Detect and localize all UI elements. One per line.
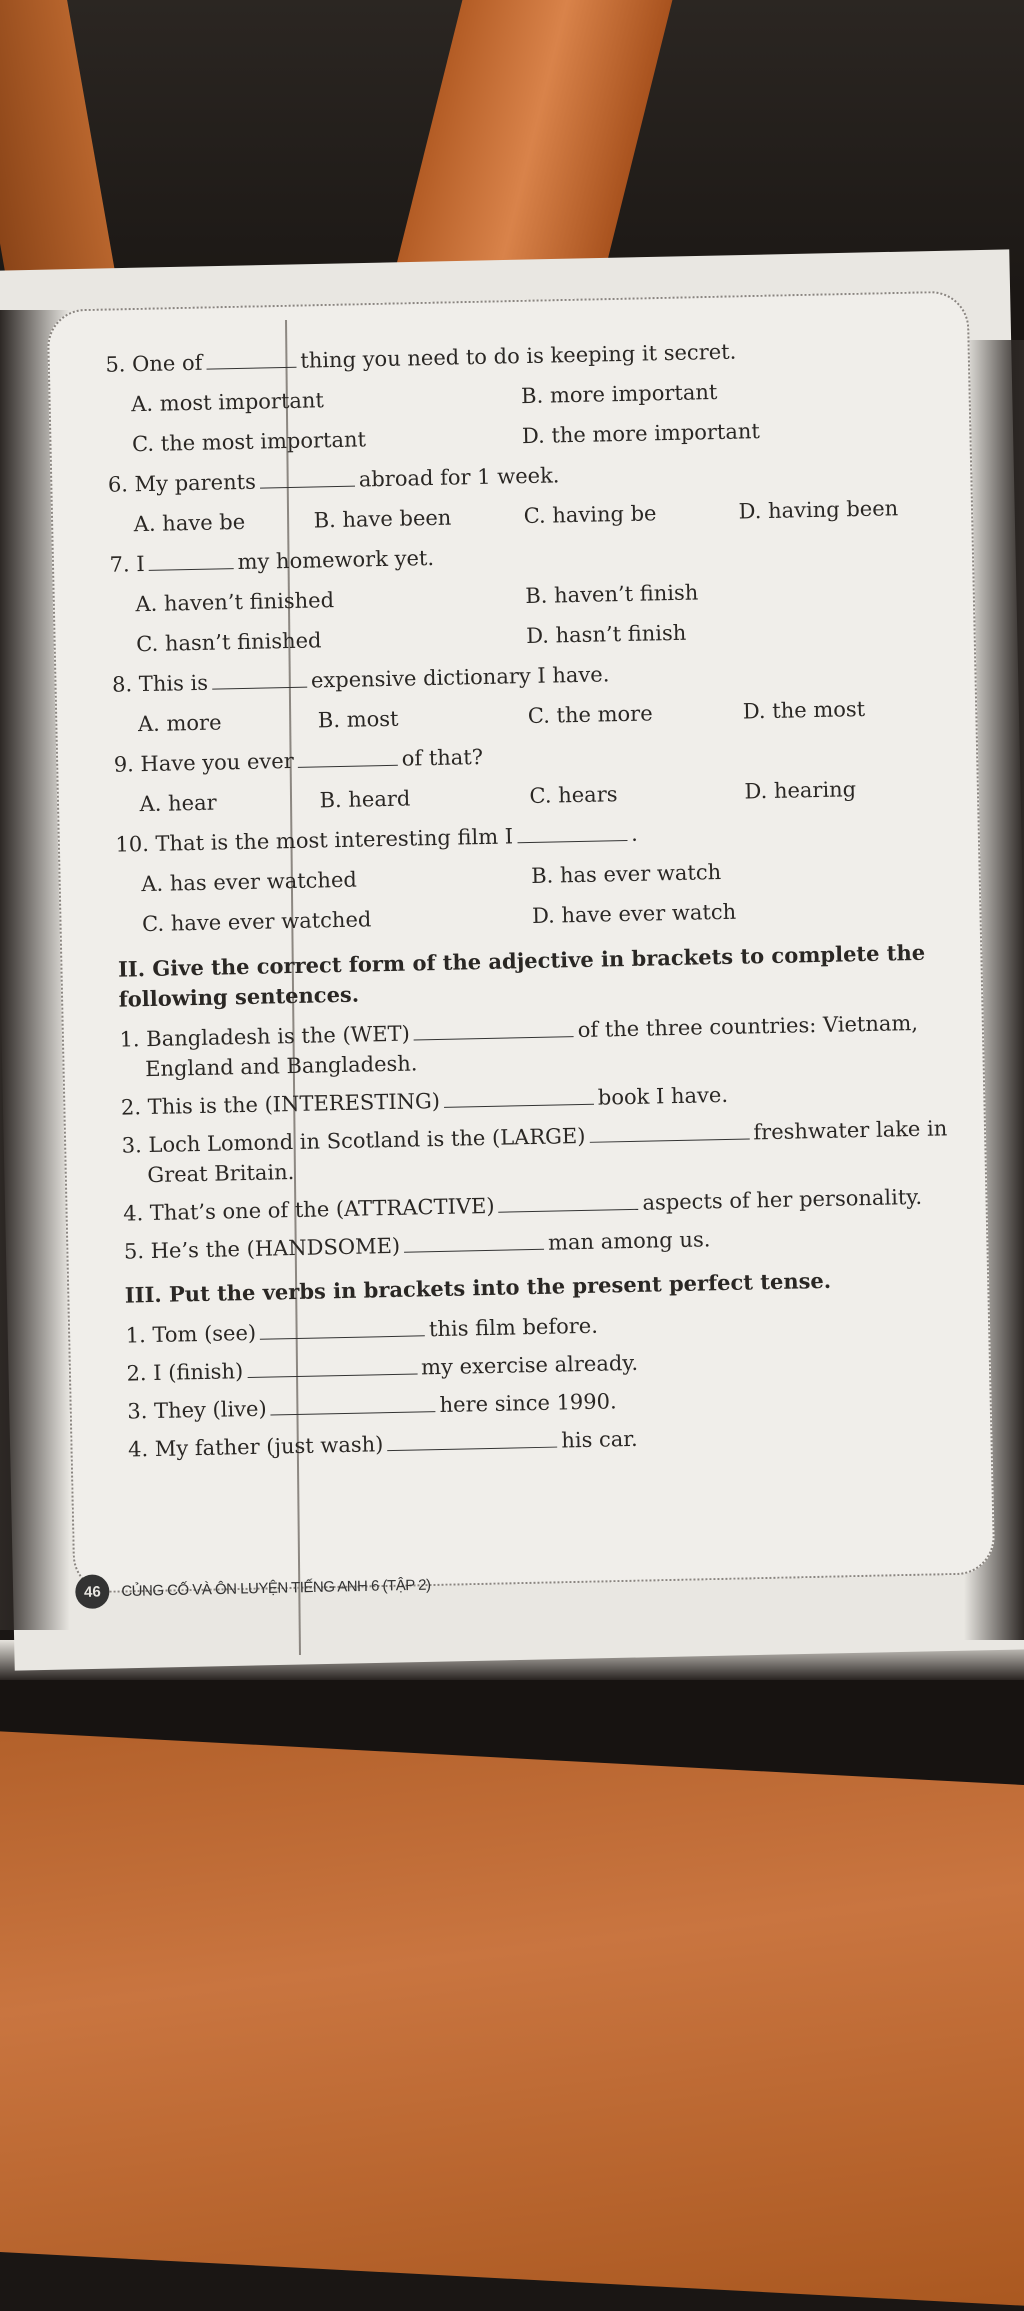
question-stem: 6. My parents [107, 469, 257, 497]
answer-blank [444, 1103, 594, 1108]
option-c: C. the more [527, 701, 653, 729]
item-ending: man among us. [547, 1227, 711, 1255]
answer-blank [590, 1137, 750, 1142]
option-a: A. more [137, 710, 222, 737]
section-3-heading: III. Put the verbs in brackets into the present perfect tense. [124, 1267, 832, 1308]
section-2-heading: II. Give the correct form of the adjective in brackets to complete the following sentences. [117, 939, 926, 1012]
answer-blank [271, 1410, 436, 1415]
option-c: C. the most important [131, 427, 367, 457]
item-prompt: 3. Loch Lomond in Scotland is the (LARGE) [121, 1123, 586, 1158]
item-prompt: 1. Tom (see) [125, 1320, 257, 1348]
item-ending: book I have. [597, 1082, 729, 1110]
option-b: B. heard [319, 786, 411, 813]
option-d: D. having been [738, 496, 899, 524]
item-prompt: 5. He’s the (HANDSOME) [123, 1233, 401, 1264]
option-a: A. have be [133, 509, 246, 537]
question-stem: 7. I [109, 552, 145, 577]
item-prompt: 3. They (live) [127, 1396, 267, 1424]
page-number: 46 [75, 1574, 110, 1609]
item-prompt: 1. Bangladesh is the (WET) [119, 1021, 411, 1052]
question-5 [95, 327, 947, 465]
question-10 [105, 807, 957, 945]
option-d: D. hasn’t finish [525, 620, 687, 649]
item-prompt: 4. That’s one of the (ATTRACTIVE) [122, 1193, 495, 1226]
question-stem: 8. This is [111, 670, 209, 697]
question-7 [99, 527, 951, 665]
answer-blank [260, 1334, 425, 1339]
answer-blank [499, 1208, 639, 1213]
section-3-items [115, 1299, 968, 1469]
section-2-items [109, 1003, 964, 1271]
option-b: B. has ever watch [530, 860, 722, 888]
option-c: C. have ever watched [141, 907, 372, 937]
book-title: CỦNG CỐ VÀ ÔN LUYỆN TIẾNG ANH 6 (TẬP 2) [121, 1576, 431, 1600]
option-c: C. hears [529, 782, 618, 808]
option-b: B. have been [313, 505, 452, 533]
question-stem-end: expensive dictionary I have. [310, 662, 610, 693]
item-prompt: 4. My father (just wash) [127, 1432, 384, 1462]
answer-blank [260, 485, 355, 489]
question-stem-end: my homework yet. [237, 545, 435, 575]
option-a: A. most important [130, 388, 325, 417]
worksheet-content [95, 327, 968, 1469]
answer-blank [517, 839, 627, 843]
question-stem-end: of that? [401, 744, 484, 771]
item-ending: this film before. [428, 1313, 599, 1342]
option-c: C. hasn’t finished [136, 628, 322, 657]
item-ending: my exercise already. [420, 1350, 639, 1380]
item-prompt: 2. This is the (INTERESTING) [120, 1088, 441, 1120]
question-stem-end: . [630, 821, 638, 846]
answer-blank [149, 567, 234, 571]
answer-blank [247, 1372, 417, 1378]
answer-blank [206, 366, 296, 370]
option-b: B. more important [520, 379, 718, 409]
question-stem: 5. One of [105, 350, 203, 377]
option-a: A. has ever watched [141, 867, 358, 897]
item-ending: aspects of her personality. [642, 1184, 923, 1215]
answer-blank [212, 686, 307, 690]
question-stem: 10. That is the most interesting film I [115, 824, 514, 857]
option-d: D. have ever watch [531, 899, 737, 928]
item-ending: freshwater lake in Great Britain. [147, 1116, 948, 1188]
question-stem-end: thing you need to do is keeping it secret. [300, 339, 737, 373]
option-a: A. hear [139, 790, 217, 817]
item-prompt: 2. I (finish) [126, 1359, 244, 1386]
answer-blank [414, 1035, 574, 1040]
option-d: D. the most [742, 696, 866, 724]
option-d: D. the more important [521, 419, 761, 449]
answer-blank [298, 764, 398, 768]
option-b: B. most [317, 706, 399, 733]
answer-blank [387, 1446, 557, 1452]
option-a: A. haven’t finished [135, 588, 335, 617]
wooden-table [0, 1729, 1024, 2311]
item-ending: here since 1990. [439, 1389, 617, 1418]
question-stem-end: abroad for 1 week. [358, 463, 560, 492]
question-stem: 9. Have you ever [113, 748, 294, 777]
item-ending: his car. [561, 1426, 638, 1453]
option-c: C. having be [523, 501, 657, 529]
option-b: B. haven’t finish [525, 580, 699, 609]
item-ending: of the three countries: Vietnam, England and Bangladesh. [144, 1010, 919, 1082]
answer-blank [404, 1248, 544, 1253]
option-d: D. hearing [744, 777, 857, 804]
